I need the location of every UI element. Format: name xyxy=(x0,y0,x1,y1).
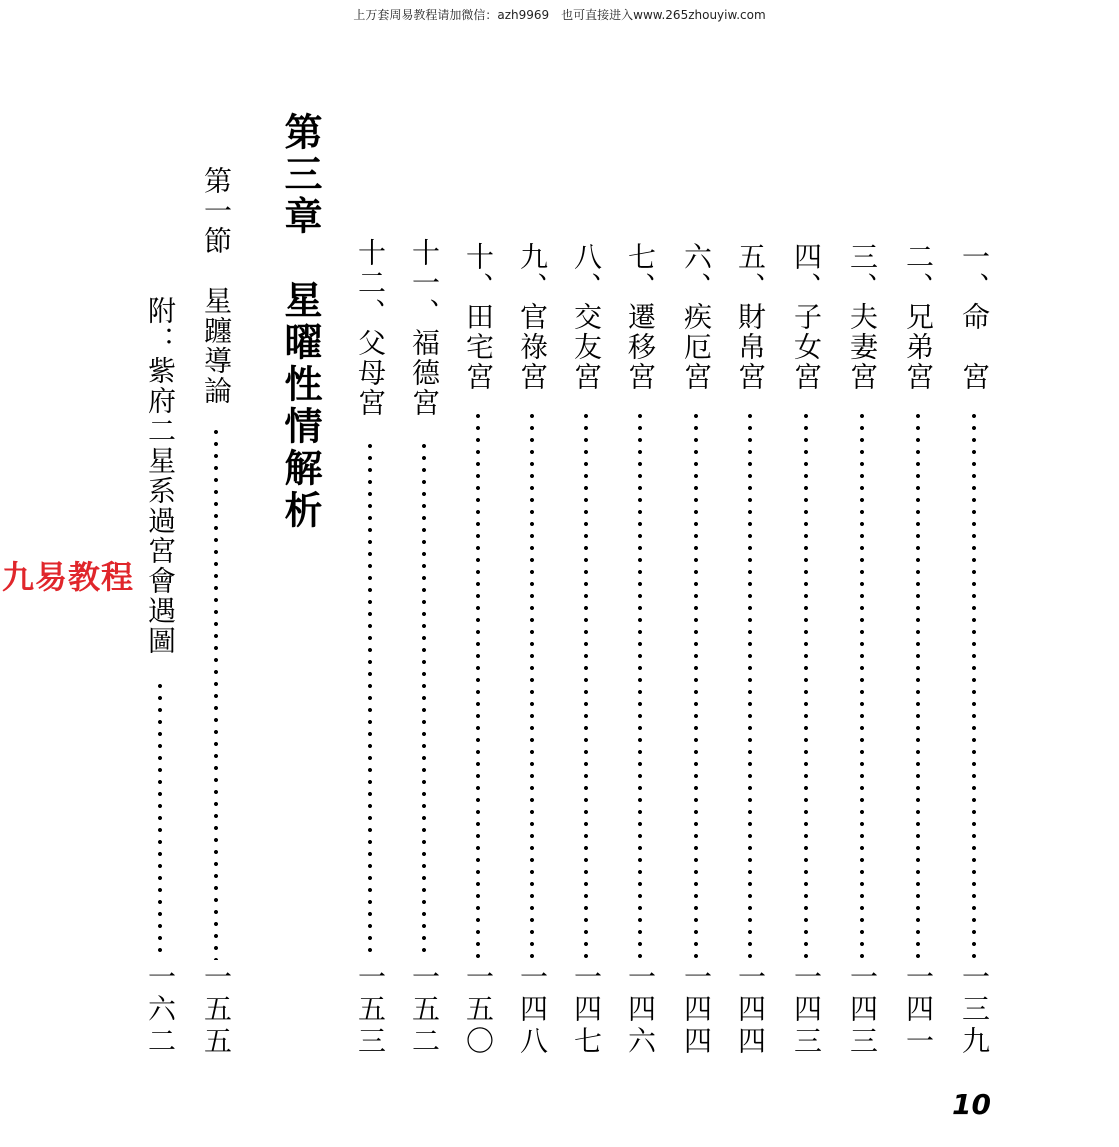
appendix-entry[interactable] xyxy=(136,0,184,1147)
toc-entry-3[interactable] xyxy=(838,0,886,1147)
leader-dots xyxy=(582,410,590,960)
toc-entry-page: 一四三 xyxy=(790,962,823,1058)
toc-entry-label: 七、遷移宮 xyxy=(624,242,657,392)
section-title: 第一節 星躔導論 xyxy=(200,166,233,406)
toc-entry-9[interactable] xyxy=(508,0,556,1147)
leader-dots xyxy=(366,440,374,960)
leader-dots xyxy=(420,440,428,960)
toc-entry-label: 九、官祿宮 xyxy=(516,242,549,392)
toc-entry-label: 八、交友宮 xyxy=(570,242,603,392)
toc-entry-page: 一五三 xyxy=(354,962,387,1058)
leader-dots xyxy=(474,410,482,960)
leader-dots xyxy=(914,410,922,960)
toc-entry-page: 一四七 xyxy=(570,962,603,1058)
toc-entry-label: 一、命 宮 xyxy=(958,242,991,392)
toc-entry-6[interactable] xyxy=(672,0,720,1147)
toc-entry-label: 十二、父母宮 xyxy=(354,238,387,418)
watermark-logo: 九易教程 xyxy=(2,558,135,596)
toc-entry-page: 一四四 xyxy=(734,962,767,1058)
toc-entry-1[interactable] xyxy=(950,0,998,1147)
toc-entry-8[interactable] xyxy=(562,0,610,1147)
toc-entry-label: 四、子女宮 xyxy=(790,242,823,392)
page-header-notice: 上万套周易教程请加微信：azh9969 也可直接进入www.265zhouyiw.com xyxy=(353,8,766,22)
leader-dots xyxy=(802,410,810,960)
section-page: 一五五 xyxy=(200,962,233,1058)
toc-entry-page: 一四四 xyxy=(680,962,713,1058)
toc-entry-page: 一五〇 xyxy=(462,962,495,1058)
section-entry[interactable] xyxy=(192,0,240,1147)
leader-dots xyxy=(212,426,220,960)
leader-dots xyxy=(746,410,754,960)
toc-entry-2[interactable] xyxy=(894,0,942,1147)
leader-dots xyxy=(858,410,866,960)
page-number: 10 xyxy=(952,1088,991,1121)
toc-entry-10[interactable] xyxy=(454,0,502,1147)
leader-dots xyxy=(970,410,978,960)
toc-entry-7[interactable] xyxy=(616,0,664,1147)
toc-entry-page: 一五二 xyxy=(408,962,441,1058)
toc-entry-5[interactable] xyxy=(726,0,774,1147)
toc-entry-12[interactable] xyxy=(346,0,394,1147)
toc-entry-4[interactable] xyxy=(782,0,830,1147)
toc-entry-page: 一四三 xyxy=(846,962,879,1058)
appendix-title: 附：紫府二星系過宮會遇圖 xyxy=(144,296,177,656)
toc-entry-page: 一四一 xyxy=(902,962,935,1058)
toc-entry-label: 三、夫妻宮 xyxy=(846,242,879,392)
toc-entry-label: 二、兄弟宮 xyxy=(902,242,935,392)
toc-entry-label: 十一、福德宮 xyxy=(408,238,441,418)
toc-entry-label: 六、疾厄宮 xyxy=(680,242,713,392)
toc-entry-11[interactable] xyxy=(400,0,448,1147)
toc-entry-page: 一三九 xyxy=(958,962,991,1058)
toc-entry-page: 一四六 xyxy=(624,962,657,1058)
toc-entry-label: 十、田宅宮 xyxy=(462,242,495,392)
chapter-title: 第三章 星曜性情解析 xyxy=(278,112,322,532)
leader-dots xyxy=(636,410,644,960)
leader-dots xyxy=(692,410,700,960)
toc-entry-page: 一四八 xyxy=(516,962,549,1058)
leader-dots xyxy=(528,410,536,960)
toc-entry-label: 五、財帛宮 xyxy=(734,242,767,392)
leader-dots xyxy=(156,680,164,960)
appendix-page: 一六二 xyxy=(144,962,177,1058)
